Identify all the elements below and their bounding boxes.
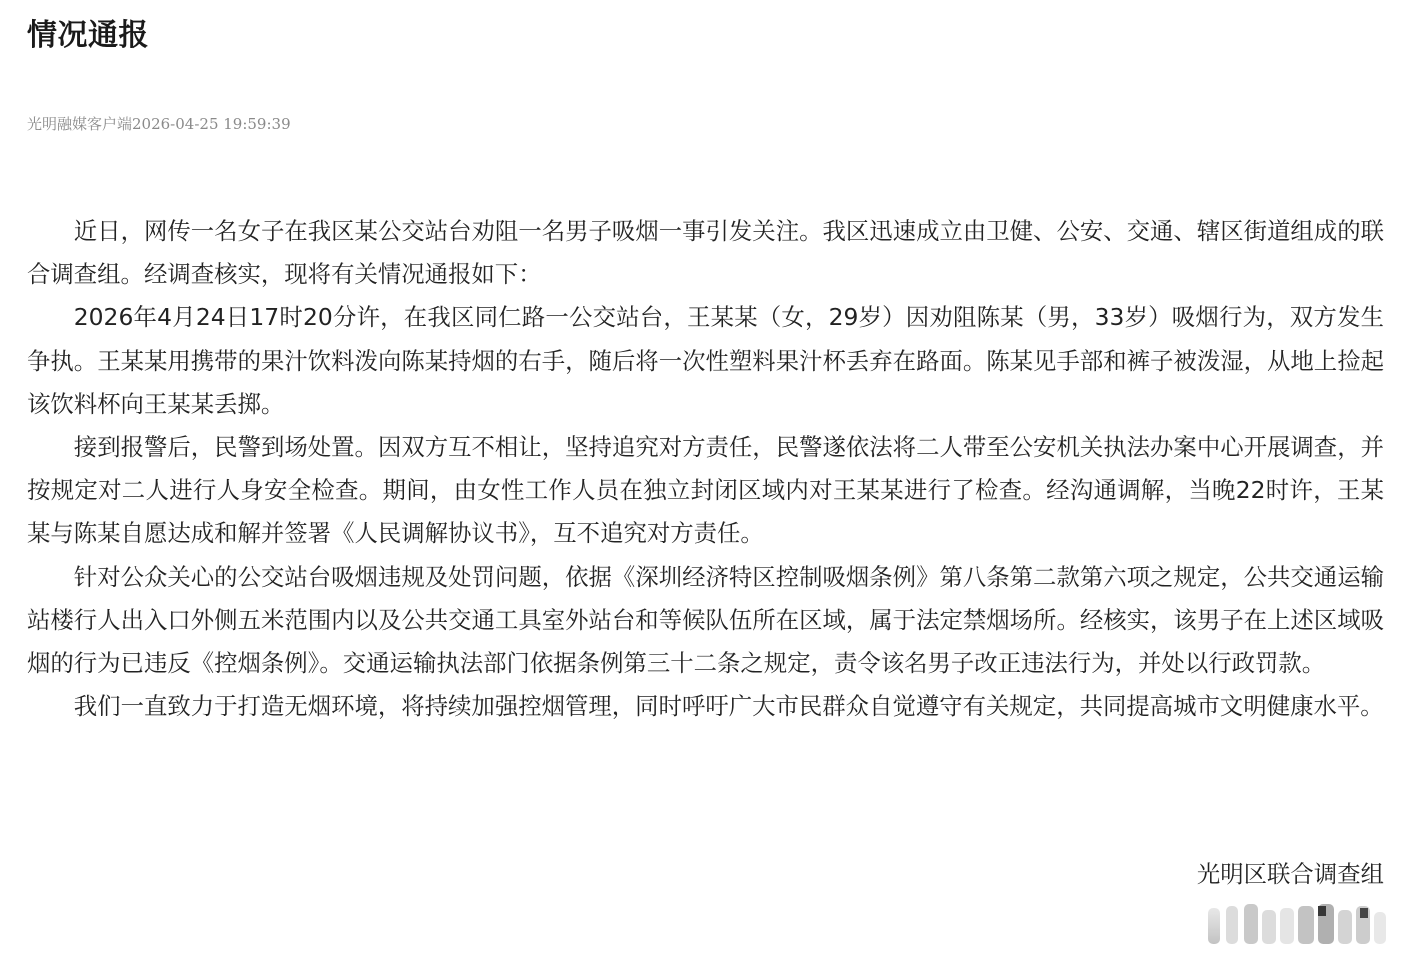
- article-paragraph: 2026年4月24日17时20分许，在我区同仁路一公交站台，王某某（女，29岁）因劝阻陈某（男，33岁）吸烟行为，双方发生争执。王某某用携带的果汁饮料泼向陈某持烟的右手，随后将一次性塑料果汁杯丢弃在路面。陈某见手部和裤子被泼湿，从地上捡起该饮料杯向王某某丢掷。: [27, 303, 1384, 418]
- article-signature: 光明区联合调查组: [1196, 860, 1384, 888]
- article-paragraph: 我们一直致力于打造无烟环境，将持续加强控烟管理，同时呼吁广大市民群众自觉遵守有关规定，共同提高城市文明健康水平。: [73, 692, 1384, 721]
- watermark-logo-icon: [1196, 900, 1396, 946]
- article-paragraph: 近日，网传一名女子在我区某公交站台劝阻一名男子吸烟一事引发关注。我区迅速成立由卫健、公安、交通、辖区街道组成的联合调查组。经调查核实，现将有关情况通报如下：: [27, 217, 1384, 289]
- article-source-timestamp: 光明融媒客户端2026-04-25 19:59:39: [27, 115, 291, 133]
- article-body: [27, 210, 1384, 728]
- article-paragraph: 接到报警后，民警到场处置。因双方互不相让，坚持追究对方责任，民警遂依法将二人带至公安机关执法办案中心开展调查，并按规定对二人进行人身安全检查。期间，由女性工作人员在独立封闭区域内对王某某进行了检查。经沟通调解，当晚22时许，王某某与陈某自愿达成和解并签署《人民调解协议书》，互不追究对方责任。: [27, 433, 1384, 548]
- article-paragraph: 针对公众关心的公交站台吸烟违规及处罚问题，依据《深圳经济特区控制吸烟条例》第八条第二款第六项之规定，公共交通运输站楼行人出入口外侧五米范围内以及公共交通工具室外站台和等候队伍所在区域，属于法定禁烟场所。经核实，该男子在上述区域吸烟的行为已违反《控烟条例》。交通运输执法部门依据条例第三十二条之规定，责令该名男子改正违法行为，并处以行政罚款。: [27, 562, 1384, 678]
- article-title: 情况通报: [27, 18, 149, 53]
